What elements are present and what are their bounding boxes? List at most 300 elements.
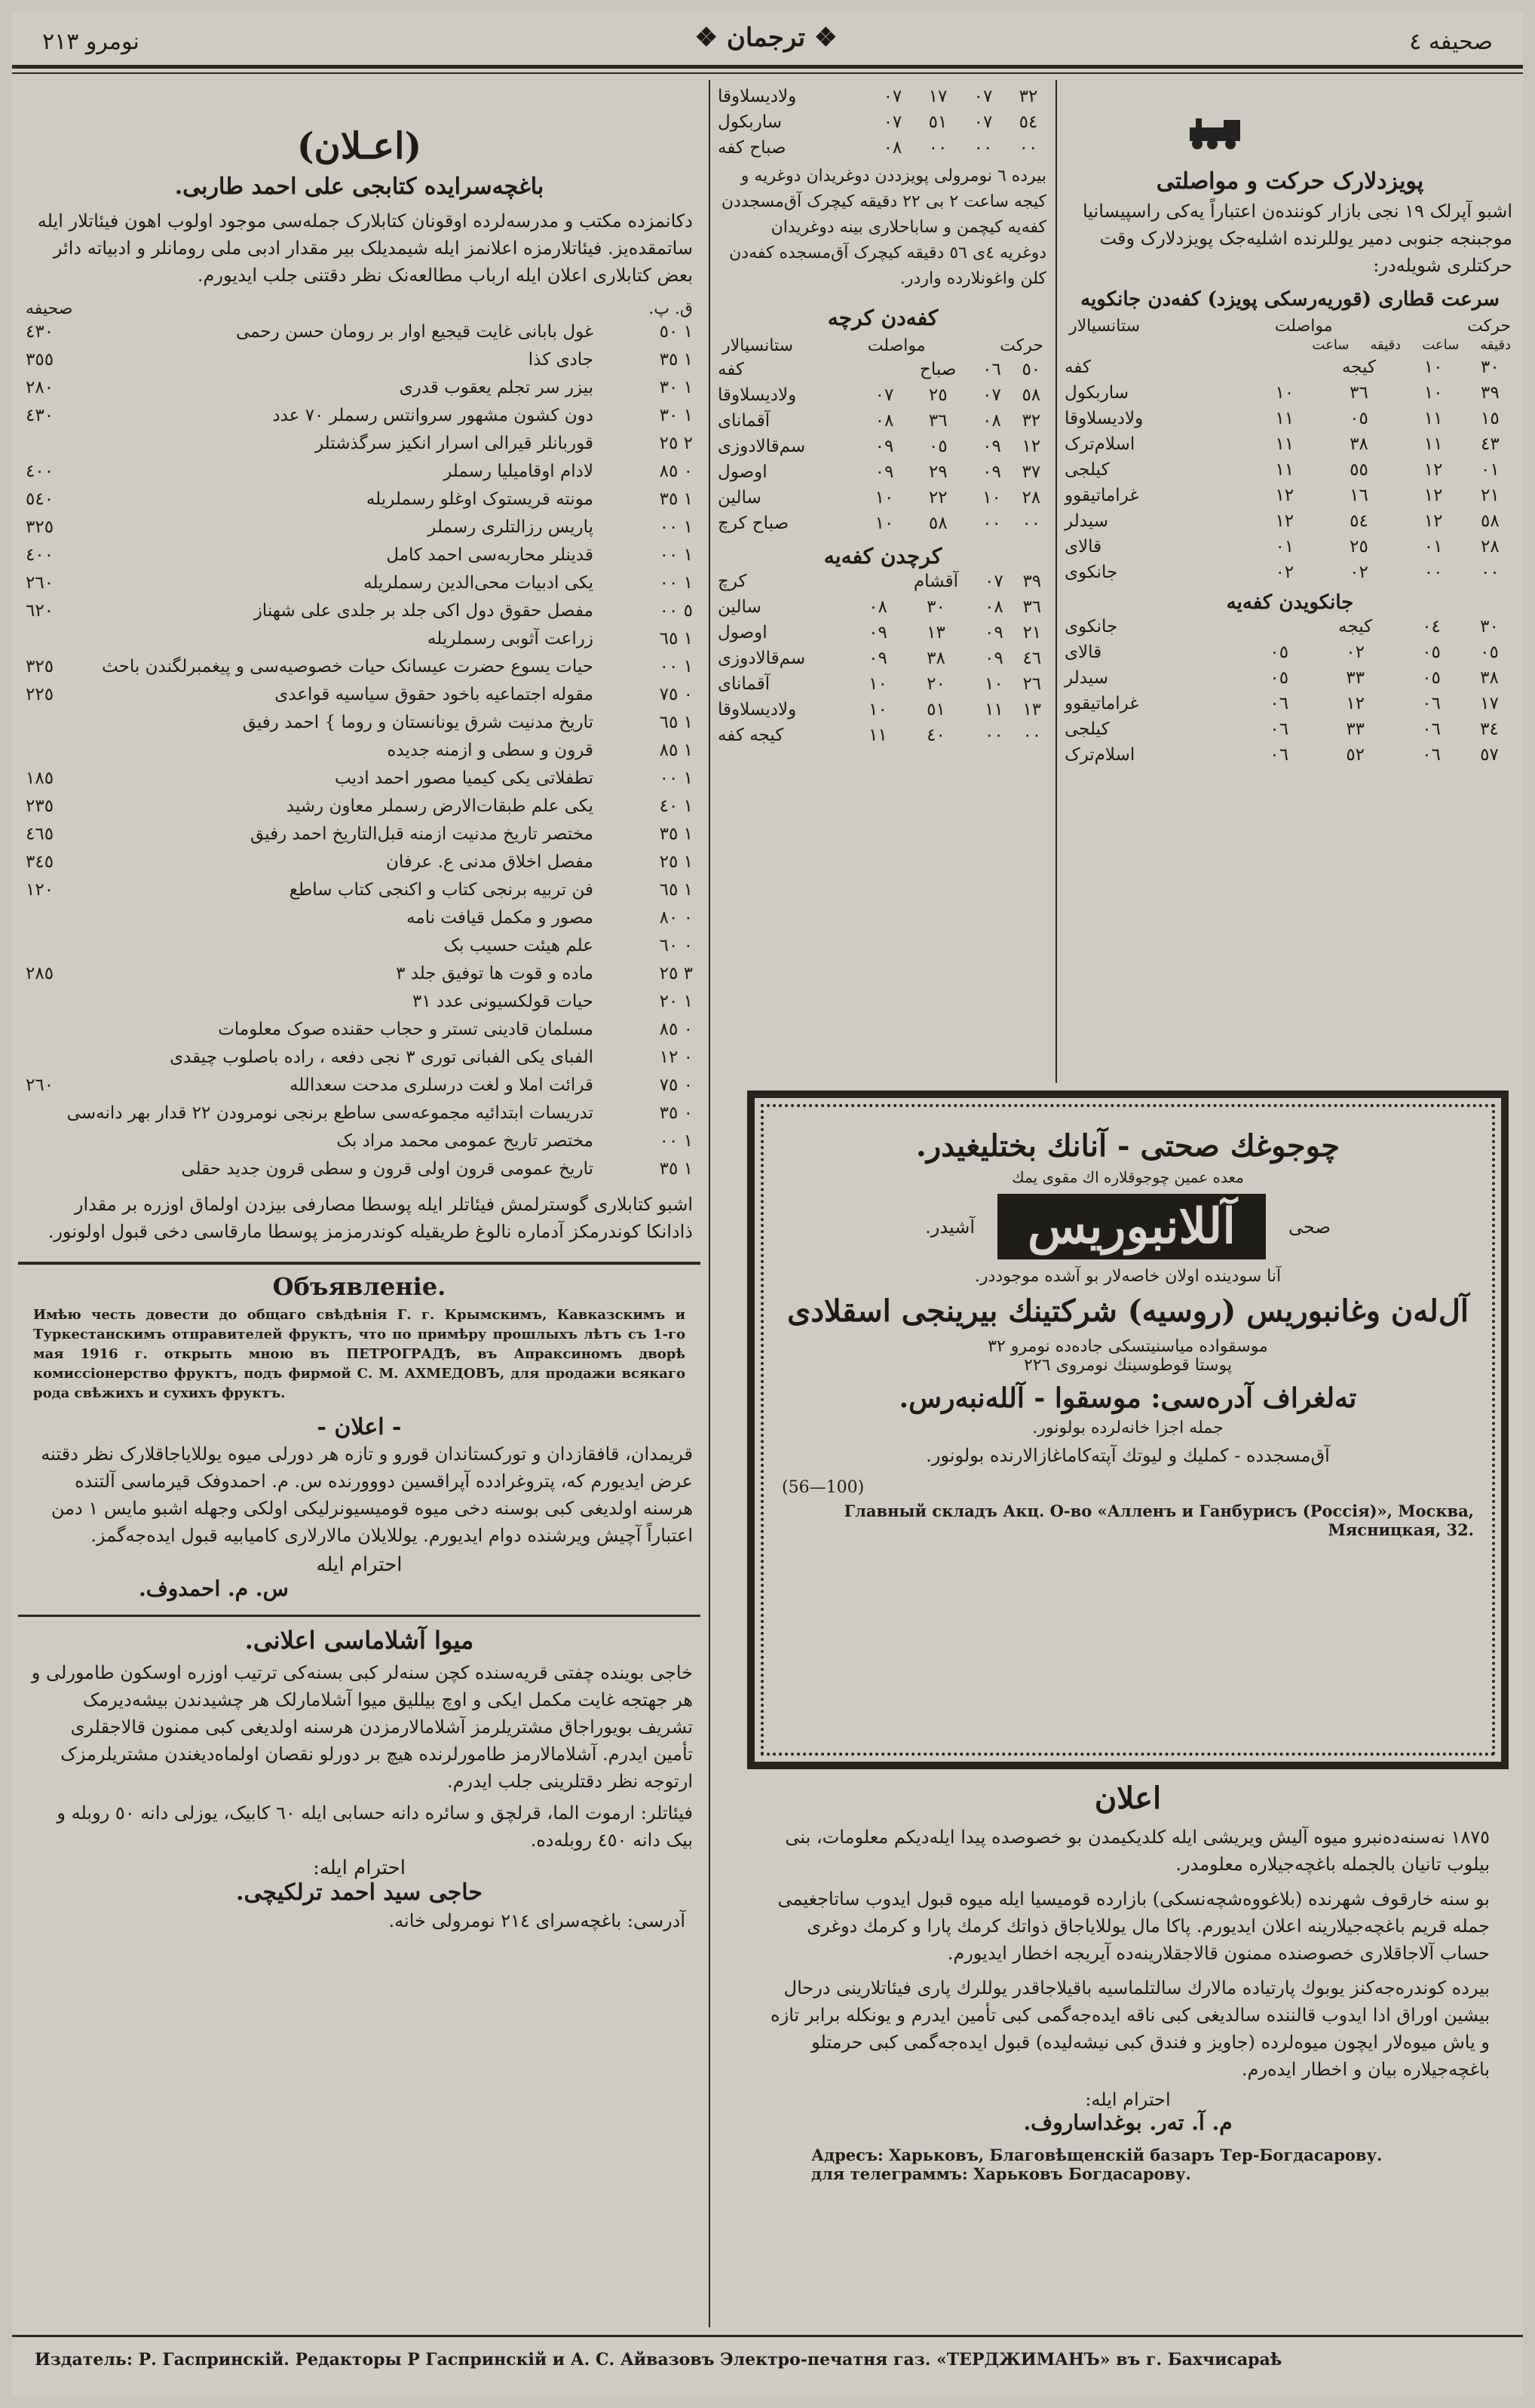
book-row [26, 821, 693, 848]
book-title: قدینلر محاربه‌سی احمد کامل [386, 545, 593, 565]
time-cell: ١٢ [1423, 486, 1443, 505]
book-title: مصور و مکمل قیافت نامه [406, 908, 593, 928]
ad2-p3: بیرده کوندره‌جه‌کنز یوبوك پارتیاده مالارك سالتلماسیه باقیلاجاقدر یوللرك پاری فیئاتلارینی درحال بیشین اوراق ادا ایدوب قالننده سالدیغی کبی ناقه ایده‌جه‌گمی کبی تأمین ایدرم و یونکله برابر تازه و یاش میوه‌لار ایچون میوه‌لرده (جاویز و فندق کبی نیشه‌لیده) قبول ایده‌جه‌گمی کبی حرمتلو باغچه‌جیلاره بیان و اخطار ایده‌رم. [771, 1977, 1490, 2080]
book-price: ١ ٠٠ [659, 1131, 693, 1151]
timetable-row [1062, 640, 1518, 665]
book-title: دون کشون مشهور سروانتس رسملر ٧٠ عدد [272, 406, 593, 425]
station-name: کیلجی [1065, 460, 1110, 480]
time-cell: ٣٦ [928, 411, 948, 431]
fruit-ad-address: آدرسی: باغچه‌سرای ٢١٤ نومرولی خانه. [388, 1910, 685, 1931]
book-row [26, 765, 693, 793]
time-cell: کیجه [1338, 617, 1373, 637]
time-cell: ٣٢ [1022, 411, 1041, 431]
station-name: کفه [1065, 357, 1091, 377]
book-pages: ١٨٥ [26, 768, 54, 788]
ad2-ru2: для телеграммъ: Харьковъ Богдасарову. [811, 2164, 1191, 2183]
station-name: جانکوی [1065, 617, 1118, 637]
book-pages: ٢٨٠ [26, 378, 54, 397]
kefe-kerch-title: کفه‌دن کرچه [827, 305, 939, 330]
timetable-row [1062, 483, 1518, 508]
book-pages [26, 1155, 93, 1183]
book-title: مختصر تاریخ عمومی محمد مراد بک [336, 1131, 593, 1151]
mid-top-table [715, 84, 1051, 161]
timetable-row [715, 620, 1051, 646]
time-cell: ٠٠ [1022, 725, 1042, 745]
time-cell: ٠٨ [869, 597, 887, 617]
time-cell: ١١ [1275, 409, 1294, 428]
issue-number: نومرو ٢١٣ [42, 29, 139, 55]
ilan2-sign: س. م. احمدوف. [139, 1576, 289, 1601]
column-divider-left [709, 80, 710, 2327]
masthead-ornament-right: ❖ [805, 23, 838, 53]
time-cell: ٣٦ [1350, 383, 1368, 403]
book-title: مفصل حقوق دول اکی جلد بر جلدی علی شهناز [253, 601, 593, 621]
book-price: ٥ ٠٠ [659, 601, 693, 621]
book-price: ١ ٣٥ [659, 350, 693, 370]
book-title: مختصر تاریخ مدنیت ازمنه قبل‌التاریخ احمد رفیق [250, 824, 593, 844]
time-cell: ١١ [1275, 460, 1294, 480]
footer-imprint: Издатель: Р. Гаспринскій. Редакторы Р Гаспринскій и А. С. Айвазовъ Электро-печатня газ. «ТЕРДЖИМАНЪ» въ г. Бахчисараѣ [35, 2350, 1282, 2370]
station-name: اوصول [718, 623, 768, 643]
book-row [26, 486, 693, 514]
book-row [26, 402, 693, 430]
book-pages: ٢٢٥ [26, 685, 54, 704]
station-name: سم‌قالادوزی [718, 649, 806, 668]
book-price: ١ ٨٥ [659, 741, 693, 760]
express-title: سرعت قطاری (قوریه‌رسکی پویزد) کفه‌دن جانکویه [1080, 288, 1500, 311]
sub-hour-1: ساعت [1422, 337, 1460, 353]
station-name: سم‌قالادوزی [718, 437, 806, 456]
book-pages: ٢٦٠ [26, 573, 54, 593]
book-pages [26, 709, 93, 737]
time-cell: ٠٠ [1019, 138, 1038, 158]
time-cell: ٠٠ [928, 138, 948, 158]
mid-head-stations: ستانسیالار [722, 336, 794, 355]
time-cell: ٠٦ [982, 360, 1001, 379]
book-price: ١ ٥٠ [659, 322, 693, 342]
timetable-row [715, 671, 1051, 697]
timetable-row [1062, 614, 1518, 640]
bookseller-subtitle: باغچه‌سرایده کتابجی علی احمد طاربی. [174, 173, 544, 200]
time-cell: ٣٣ [1346, 668, 1365, 688]
time-cell: ٠٩ [982, 437, 1001, 456]
newspaper-page [12, 12, 1523, 2396]
book-pages: ٢٨٥ [26, 964, 54, 983]
time-cell: ٣٣ [1346, 719, 1365, 739]
book-pages: ٣٤٥ [26, 852, 54, 872]
time-cell: ٠٥ [1270, 643, 1289, 662]
time-cell [859, 569, 896, 594]
ad2-title: اعلان [1094, 1781, 1162, 1816]
book-pages [26, 1016, 93, 1044]
bookseller-intro: دکانمزده مکتب و مدرسه‌لرده اوقونان کتابلارک جمله‌سی موجود اولوب اهون فیئاتلار ایله ساتمقده‌یز. فیئاتلارمزه اعلانمز ایله شیمدیلک بیر مقدار ادبی ملی رومانلر و ادبیاته دائر بعض کتابلاری اعلان ایله ارباب مطالعه‌نک نظر دقتنی جلب ایدیورم. [37, 210, 693, 286]
book-pages [26, 430, 93, 458]
time-cell: ٠٥ [1480, 643, 1499, 662]
book-row [26, 569, 693, 597]
book-price: ١ ٦٥ [659, 713, 693, 732]
book-row [26, 793, 693, 821]
column-divider-right [1056, 80, 1057, 1083]
mid-top-row [715, 84, 1051, 109]
right-head-stations: ستانسیالار [1069, 317, 1141, 336]
book-pages: ٦٢٠ [26, 601, 54, 621]
book-title: مونته قریستوک اوغلو رسملریله [366, 489, 593, 509]
time-cell: ١٠ [875, 514, 894, 533]
time-cell: ١٣ [927, 623, 945, 643]
time-cell: ٠٨ [883, 138, 902, 158]
book-price: ١ ٤٠ [659, 796, 693, 816]
book-row [26, 709, 693, 737]
time-cell: ١٢ [1346, 694, 1365, 713]
mid-note: بیرده ٦ نومرولی پویزددن دوغریدان دوغریه و کیجه ساعت ٢ بی ٢٢ دقیقه کیچرک آق‌مسجددن کفه‌یه کیچمن و ساباحلاری بینه دوغریدان دوغریه ٤ی ٥٦ دقیقه کیچرک آق‌مسجده کفه‌دن کلن واغونلارده واردر. [721, 167, 1046, 288]
time-cell: ١٠ [875, 488, 894, 508]
book-pages: ٣٢٥ [26, 657, 54, 676]
jankoy-kefe-table [1062, 614, 1518, 768]
book-pages [26, 988, 93, 1016]
time-cell: ٠٦ [1270, 745, 1289, 765]
book-price: ١ ٢٥ [659, 852, 693, 872]
book-title: بیزر سر تجلم یعقوب قدری [399, 378, 593, 397]
header-rule-thin [12, 72, 1523, 74]
time-cell: ٠٩ [869, 649, 887, 668]
time-cell: ٠٧ [883, 87, 902, 106]
time-cell: ٠٥ [928, 437, 948, 456]
book-row [26, 514, 693, 541]
time-cell: ٠٠ [982, 514, 1001, 533]
time-cell: ٠٠ [973, 138, 993, 158]
book-price: ١ ٠٠ [659, 517, 693, 537]
right-table-subheader [1062, 336, 1518, 354]
right-table-header [1062, 311, 1518, 336]
book-title: جادی کذا [528, 350, 593, 370]
masthead [668, 23, 864, 53]
book-price: ١ ٠٠ [659, 573, 693, 593]
kefe-jankoy-table [1062, 354, 1518, 585]
time-cell: ٥٧ [1480, 745, 1499, 765]
ilan-title: (اعـلان) [296, 125, 422, 167]
book-price: ٠ ٨٠ [659, 908, 693, 928]
time-cell: ٠٥ [1270, 668, 1289, 688]
section-rule-2 [18, 1615, 700, 1617]
book-row [26, 876, 693, 904]
station-name: اوصول [718, 462, 768, 482]
ad-ru-line: Главный складъ Акц. О-во «Алленъ и Ганбурисъ (Россія)», Москва, Мясницкая, 32. [844, 1502, 1474, 1539]
book-pages [26, 932, 93, 960]
time-cell: ٠٩ [875, 462, 894, 482]
time-cell: ١٠ [1275, 383, 1294, 403]
time-cell: ٥٨ [1481, 511, 1500, 531]
book-pages [26, 625, 93, 653]
book-price: ٠ ٧٥ [659, 1075, 693, 1095]
time-cell: ١٠ [869, 700, 887, 719]
station-name: ساربکول [1065, 383, 1129, 403]
time-cell [1256, 354, 1313, 380]
time-cell: ٠٢ [1346, 643, 1365, 662]
ad-code: (56—100) [782, 1478, 865, 1497]
time-cell: ٠٢ [1275, 563, 1294, 582]
station-name: صباح کرچ [718, 514, 789, 533]
book-title: لادام اوقامیلیا رسملر [443, 462, 593, 481]
time-cell: ٢٨ [1022, 488, 1041, 508]
station-name: قالای [1065, 643, 1102, 662]
book-row [26, 904, 693, 932]
time-cell: صباح [920, 360, 957, 379]
timetable-row [715, 485, 1051, 511]
time-cell: آقشام [913, 572, 959, 591]
train-schedule-title: پویزدلارک حرکت و مواصلتی [1156, 168, 1424, 195]
book-price: ٠ ٦٠ [659, 936, 693, 956]
station-name: ولادیسلاوقا [1065, 409, 1144, 428]
time-cell: ١٠ [985, 674, 1003, 694]
time-cell: ٢٠ [927, 674, 945, 694]
timetable-row [715, 408, 1051, 434]
jankoy-kefe-title: جانکویدن کفه‌یه [1226, 591, 1354, 614]
time-cell: ٣٩ [1022, 572, 1042, 591]
fruit-ad-prices: فیئاتلر: ارموت الما، قرلچق و سائره دانه حسابی ایله ٦٠ کابیک، یوزلی دانه ٥٠ روبله و بیک دانه ٤٥٠ روبله‌ده. [57, 1802, 693, 1851]
fruit-ad-sign: حاجی سید احمد ترلکیچی. [236, 1879, 483, 1906]
fruit-ad-title: میوا آشلاماسی اعلانی. [244, 1626, 474, 1655]
book-pages: ٤٠٠ [26, 545, 54, 565]
time-cell: ٥١ [927, 700, 945, 719]
ad-right-word: آشیدر. [925, 1216, 975, 1238]
ad-sub: معده عمین چوجوقلاره اك مقوی یمك [1012, 1168, 1244, 1186]
book-pages: ٤٠٠ [26, 462, 54, 481]
book-price: ١ ٣٥ [659, 1159, 693, 1179]
book-title: مفصل اخلاق مدنی ع. عرفان [385, 852, 593, 872]
book-title: حیات یسوع حضرت عیسانک حیات خصوصیه‌سی و پیغمبرلگندن باحث [102, 657, 593, 676]
ad-brand: آللانبوریس [997, 1194, 1266, 1259]
book-title: حیات قولکسیونی عدد ٣١ [412, 992, 593, 1011]
time-cell: ٠٤ [1422, 617, 1441, 637]
right-column [1062, 84, 1518, 1079]
station-name: قالای [1065, 537, 1102, 557]
time-cell: ٢١ [1022, 623, 1042, 643]
timetable-row [715, 569, 1051, 594]
timetable-row [1062, 691, 1518, 716]
time-cell: ١١ [1275, 434, 1294, 454]
book-title: ماده و قوت ها توفیق جلد ٣ [396, 964, 593, 983]
time-cell: ٢٢ [928, 488, 948, 508]
time-cell [865, 357, 904, 382]
timetable-row [715, 697, 1051, 722]
station-name: کرچ [718, 572, 747, 591]
time-cell: ١٢ [1275, 486, 1294, 505]
station-name: ولادیسلاوقا [718, 87, 797, 106]
time-cell: ٠١ [1423, 537, 1443, 557]
book-row [26, 932, 693, 960]
timetable-row [715, 594, 1051, 620]
book-row [26, 1127, 693, 1155]
time-cell: ١٢ [1423, 511, 1443, 531]
station-name: ولادیسلاوقا [718, 385, 797, 405]
ad2-sign: م. آ. ته‌ر. بوغداساروف. [1023, 2110, 1233, 2135]
station-name: کفه [718, 360, 744, 379]
time-cell: ٠٧ [883, 112, 902, 132]
time-cell: ٠٩ [985, 623, 1003, 643]
station-name: آقمانای [718, 674, 771, 694]
station-name: سیدلر [1065, 511, 1108, 531]
time-cell: ٤٦ [1022, 649, 1042, 668]
book-pages: ٤٣٠ [26, 322, 54, 342]
book-row [26, 1155, 693, 1183]
masthead-ornament-left: ❖ [694, 23, 727, 53]
left-column [18, 84, 700, 2327]
time-cell: ٠٨ [982, 411, 1001, 431]
book-row [26, 737, 693, 765]
timetable-row [715, 511, 1051, 536]
timetable-row [1062, 534, 1518, 560]
book-row [26, 988, 693, 1016]
ad-addr1: موسقواده میاسنیتسکی جاده‌ده نومرو ٣٢ [988, 1337, 1268, 1356]
time-cell: ١٠ [1423, 383, 1443, 403]
book-price: ١ ٣٥ [659, 489, 693, 509]
station-name: غراماتیقوو [1065, 486, 1139, 505]
time-cell: ١٥ [1481, 409, 1500, 428]
right-head-departure: حرکت [1467, 317, 1511, 336]
mid-top-row [715, 109, 1051, 135]
time-cell: ٠٧ [985, 572, 1003, 591]
time-cell: ٤٣ [1481, 434, 1500, 454]
book-price: ١ ٠٠ [659, 768, 693, 788]
time-cell: ٥٤ [1350, 511, 1368, 531]
time-cell: ١٢ [1423, 460, 1443, 480]
ad-avail: آنا سودینده اولان خاصه‌لار بو آشده موجوددر. [974, 1267, 1282, 1286]
book-title: غول بابانی غایت قیجیع اوار بر رومان حسن رحمی [235, 322, 593, 342]
book-pages: ٣٢٥ [26, 517, 54, 537]
ad-pharm1: جمله اجزا خانه‌لرده بولونور. [1032, 1419, 1224, 1437]
bogdasarov-ad [751, 1781, 1505, 2308]
time-cell: کیجه [1341, 357, 1376, 377]
time-cell: ٢٨ [1481, 537, 1500, 557]
time-cell: ٢١ [1481, 486, 1500, 505]
station-name: اسلام‌ترک [1065, 434, 1135, 454]
book-title: قرائت املا و لغت درسلری مدحت سعدالله [289, 1075, 593, 1095]
ad2-regards: احترام ایله: [1085, 2089, 1171, 2110]
sub-hour-2: ساعت [1312, 337, 1350, 353]
book-row [26, 625, 693, 653]
time-cell: ٠١ [1275, 537, 1294, 557]
time-cell: ٣٤ [1480, 719, 1499, 739]
station-name: ساربکول [718, 112, 783, 132]
book-row [26, 848, 693, 876]
sub-minute-2: دقیقه [1370, 337, 1402, 353]
book-pages: ٤٣٠ [26, 406, 54, 425]
book-title: مقوله اجتماعیه باخود حقوق سیاسیه قواعدی [274, 685, 593, 704]
book-price: ١ ٠٠ [659, 657, 693, 676]
right-head-arrival: مواصلت [1274, 317, 1333, 336]
kerch-kefe-table [715, 569, 1051, 748]
book-price: ٠ ٧٥ [659, 685, 693, 704]
book-title: الفبای یکی الفبانی توری ٣ نجی دفعه ، راده باصلوب چیقدی [170, 1048, 593, 1067]
sub-minute-1: دقیقه [1480, 337, 1511, 353]
kefe-kerch-table [715, 357, 1051, 536]
time-cell: ١٣ [1022, 700, 1042, 719]
book-pages: ٤٦٥ [26, 824, 54, 844]
book-title: تاریخ مدنیت شرق یونانستان و روما } احمد رفیق [242, 713, 593, 732]
time-cell: ١١ [869, 725, 887, 745]
ad-telegraph: ته‌لغراف آدره‌سی: موسقوا - آلله‌نبه‌رس. [899, 1382, 1357, 1414]
mid-top-row [715, 135, 1051, 161]
time-cell: ٠٠ [1022, 514, 1041, 533]
time-cell: ٥١ [928, 112, 948, 132]
timetable-row [715, 434, 1051, 459]
book-row [26, 346, 693, 374]
kerch-kefe-title: کرچدن کفه‌یه [823, 544, 942, 569]
time-cell: ٥٥ [1350, 460, 1368, 480]
book-price: ٠ ٨٥ [659, 1020, 693, 1039]
timetable-row [1062, 406, 1518, 431]
book-title: تاریخ عمومی قرون اولی قرون و سطی قرون جدید حقلی [181, 1159, 593, 1179]
book-price: ١ ٢٠ [659, 992, 693, 1011]
ad2-ru1: Адресъ: Харьковъ, Благовѣщенскій базаръ Тер-Богдасарову. [811, 2146, 1383, 2164]
fruit-ad-text: خاجی بوینده چفتی قریه‌سنده کچن سنه‌لر کبی بسنه‌کی ترتیب اوزره اوسکون طامورلی و هر جهتجه غایت مکمل ایکی و اوچ بیللیق میوا آشلامارلک هر چشیدندن بیشه‌دیرمک تشریف بویوراجاق مشتریلرمز آشلامالارمزدن هرسنه اولدیغی کبی ممنون قالاجقلری تأمین ایدرم. آشلامالارمز طامورلرنده هیچ بر دورلو نقصان اولماه‌دیغندن مشتریلرمزک ارتوجه نظر دقتلرینی جلب ایدرم. [31, 1662, 693, 1792]
time-cell: ٠٦ [1422, 719, 1441, 739]
time-cell: ٤٠ [927, 725, 945, 745]
time-cell: ٠٦ [1422, 694, 1441, 713]
book-row [26, 1100, 693, 1127]
middle-column [715, 84, 1051, 1079]
footer-rule [12, 2335, 1523, 2337]
header-rule [12, 65, 1523, 69]
time-cell: ٠٠ [1481, 563, 1500, 582]
timetable-row [1062, 380, 1518, 406]
time-cell: ٠٦ [1270, 719, 1289, 739]
book-price: ١ ٠٠ [659, 545, 693, 565]
timetable-row [1062, 431, 1518, 457]
book-price: ١ ٣٠ [659, 406, 693, 425]
book-row [26, 374, 693, 402]
time-cell: ٣٨ [1350, 434, 1368, 454]
time-cell: ٠٥ [1422, 668, 1441, 688]
ad-brand-row [782, 1194, 1474, 1259]
book-pages: ٣٥٥ [26, 350, 54, 370]
book-title: قوربانلر قیرالی اسرار انکیز سرگذشتلر [314, 434, 593, 453]
timetable-row [715, 357, 1051, 382]
time-cell: ٠٦ [1270, 694, 1289, 713]
book-row [26, 1016, 693, 1044]
time-cell: ١٧ [928, 87, 948, 106]
ad2-p2: بو سنه خارقوف شهرنده (بلاغووه‌شچه‌نسکی) بازارده قومیسیا ایله میوه قبول ایدوب ساتاجغیمی جمله قریم باغچه‌جیلارینه اعلان ایدیورم. پاکا مال یوللایاجاق ذواتك کرمك پارا و کرمك دوغری حساب آلاجاقلاری خصوصنده ممنون قالاجقلارینه‌ده آیریجه اخطار ایدیورم. [777, 1888, 1490, 1964]
book-row [26, 1072, 693, 1100]
book-title: زراعت آثوبی رسملریله [427, 629, 593, 649]
time-cell: ٠٩ [982, 462, 1001, 482]
train-schedule-intro: اشبو آپرلک ١٩ نجی بازار کوننده‌ن اعتباراً یه‌کی راسپیسانیا موجبنجه جنوبی دمیر یوللرنده اشلیه‌جک پویزدلارک وقت حرکتلری شویله‌در: [1082, 201, 1512, 276]
masthead-title: ترجمان [726, 23, 806, 53]
time-cell: ٥٨ [928, 514, 948, 533]
book-row [26, 1044, 693, 1072]
time-cell: ١٠ [1423, 357, 1443, 377]
time-cell: ٢٥ [928, 385, 948, 405]
book-title: مسلمان قادینی تستر و حجاب حقنده صوک معلومات [218, 1020, 593, 1039]
time-cell: ٥٨ [1022, 385, 1041, 405]
page-column-label: صحیفه [26, 299, 73, 318]
book-row [26, 458, 693, 486]
mid-table1-header [715, 330, 1051, 357]
ad-addr2: پوستا قوطوسینك نومروی ٢٢٦ [1024, 1356, 1232, 1375]
book-title: علم هیئت حسیب بک [443, 936, 593, 956]
book-pages [26, 904, 93, 932]
station-name: کیجه کفه [718, 725, 784, 745]
book-title: تطفلاتی یکی کیمیا مصور احمد ادیب [334, 768, 593, 788]
timetable-row [1062, 508, 1518, 534]
station-name: غراماتیقوو [1065, 694, 1139, 713]
time-cell: ٠٥ [1422, 643, 1441, 662]
book-row [26, 960, 693, 988]
book-price: ١ ٣٠ [659, 378, 693, 397]
book-pages: ٥٤٠ [26, 489, 54, 509]
book-list-header [18, 299, 700, 318]
book-row [26, 597, 693, 625]
